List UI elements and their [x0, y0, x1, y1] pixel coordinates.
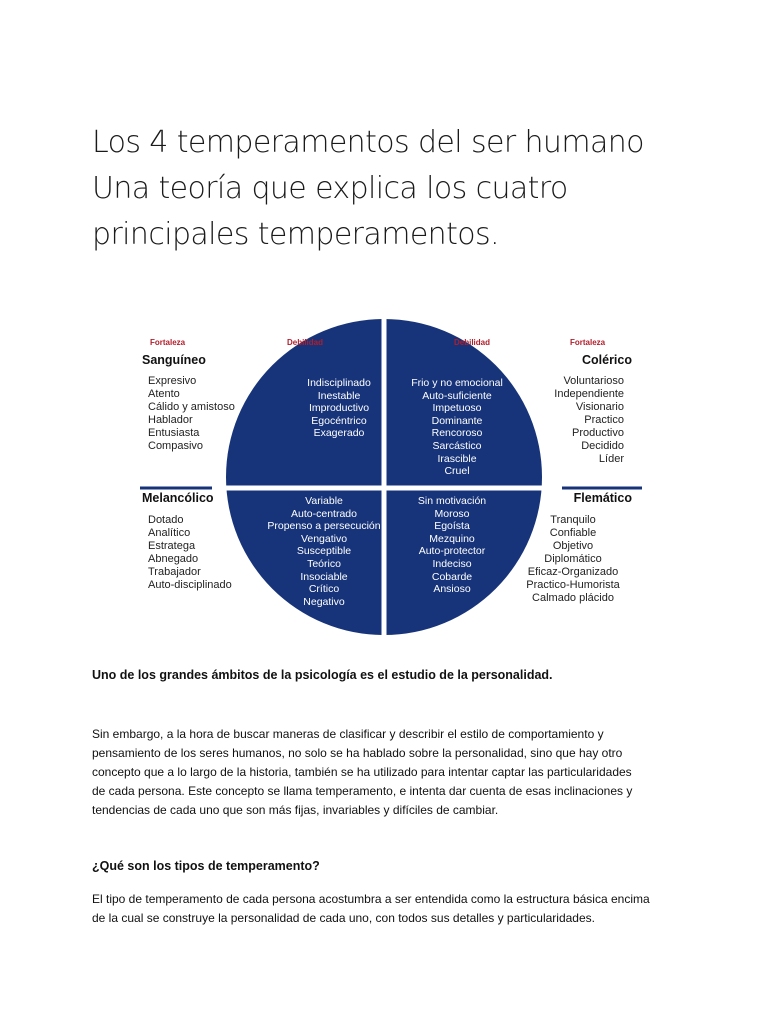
list-item: Inestable	[317, 389, 361, 402]
list-item: Frio y no emocional	[411, 377, 503, 389]
list-item: Indeciso	[432, 557, 472, 570]
list-item: Ansioso	[433, 583, 471, 596]
paragraph-line: concepto que a lo largo de la historia, también se ha utilizado para intentar captar las particularidades	[92, 765, 632, 779]
heading-flematico: Flemático	[573, 491, 632, 505]
list-item: Cálido y amistoso	[148, 401, 235, 413]
list-item: Diplomático	[544, 553, 602, 565]
paragraph-line: tendencias de cada uno que son más fijas, invariables y difíciles de cambiar.	[92, 803, 499, 817]
list-item: Improductivo	[308, 402, 370, 415]
label-debilidad-left: Debilidad	[287, 338, 324, 347]
title-line-1: Los 4 temperamentos del ser humano	[92, 125, 644, 160]
list-item: Analítico	[148, 527, 191, 539]
list-item: Auto-suficiente	[422, 389, 492, 402]
label-fortaleza-left: Fortaleza	[150, 338, 186, 347]
paragraph-1	[92, 725, 692, 820]
lead-paragraph: Uno de los grandes ámbitos de la psicología es el estudio de la personalidad.	[92, 668, 553, 682]
list-item: Dotado	[148, 514, 184, 526]
list-item: Indisciplinado	[307, 377, 371, 389]
list-item: Impetuoso	[432, 402, 482, 415]
list-item: Propenso a persecución	[267, 520, 381, 533]
paragraph-line: Sin embargo, a la hora de buscar maneras de clasificar y describir el estilo de comportamiento y	[92, 727, 604, 741]
title-line-3: principales temperamentos.	[92, 217, 499, 252]
list-item: Auto-disciplinado	[148, 579, 232, 591]
list-item: Vengativo	[300, 532, 348, 545]
list-item: Voluntarioso	[563, 375, 624, 387]
list-item: Trabajador	[148, 566, 201, 578]
list-item: Variable	[305, 495, 343, 507]
list-item: Sin motivación	[417, 495, 487, 507]
list-item: Insociable	[300, 570, 348, 583]
list-item: Objetivo	[552, 540, 594, 552]
sanguineo-strengths	[148, 375, 235, 453]
heading-melancolico: Melancólico	[142, 491, 214, 505]
list-item: Irascible	[437, 452, 477, 465]
list-item: Moroso	[434, 507, 470, 520]
list-item: Atento	[148, 388, 180, 400]
list-item: Independiente	[554, 388, 624, 400]
label-debilidad-right: Debilidad	[454, 338, 491, 347]
list-item: Auto-centrado	[291, 507, 357, 520]
list-item: Productivo	[572, 427, 624, 439]
list-item: Dominante	[431, 414, 483, 427]
list-item: Abnegado	[148, 553, 199, 565]
list-item: Exagerado	[313, 427, 365, 440]
paragraph-line: de la cual se construye la personalidad de cada uno, con todos sus detalles y particularidades.	[92, 911, 595, 925]
list-item: Teórico	[307, 557, 341, 570]
paragraph-line: El tipo de temperamento de cada persona acostumbra a ser entendida como la estructura básica encima	[92, 892, 650, 906]
flematico-strengths	[518, 514, 628, 605]
list-item: Auto-protector	[418, 545, 486, 558]
list-item: Practico-Humorista	[526, 579, 620, 591]
section-heading: ¿Qué son los tipos de temperamento?	[92, 859, 320, 873]
list-item: Entusiasta	[148, 427, 200, 439]
melancolico-weaknesses	[264, 495, 384, 608]
temperaments-figure	[92, 305, 652, 637]
list-item: Susceptible	[296, 545, 352, 558]
list-item: Estratega	[148, 540, 196, 552]
list-item: Practico	[584, 414, 624, 426]
flematico-weaknesses	[387, 495, 517, 596]
list-item: Egocéntrico	[311, 414, 367, 427]
list-item: Confiable	[549, 527, 597, 539]
title-line-2: Una teoría que explica los cuatro	[92, 171, 568, 206]
heading-colerico: Colérico	[581, 353, 632, 367]
list-item: Expresivo	[148, 375, 197, 387]
list-item: Eficaz-Organizado	[527, 566, 619, 578]
list-item: Hablador	[148, 414, 193, 426]
list-item: Decidido	[581, 440, 624, 452]
list-item: Líder	[598, 453, 624, 465]
list-item: Rencoroso	[431, 427, 483, 440]
heading-sanguineo: Sanguíneo	[142, 353, 206, 367]
colerico-strengths	[554, 375, 624, 466]
list-item: Negativo	[303, 595, 345, 608]
list-item: Compasivo	[148, 440, 204, 452]
paragraph-line: de cada persona. Este concepto se llama temperamento, e intenta dar cuenta de esas inclinaciones y	[92, 784, 633, 798]
sanguineo-weaknesses	[274, 377, 404, 440]
list-item: Visionario	[575, 401, 624, 413]
list-item: Tranquilo	[550, 514, 596, 526]
page-title	[92, 120, 732, 258]
label-fortaleza-right: Fortaleza	[570, 338, 606, 347]
list-item: Cruel	[444, 465, 470, 478]
list-item: Calmado plácido	[532, 592, 614, 604]
colerico-weaknesses	[392, 377, 522, 478]
paragraph-2	[92, 890, 692, 928]
melancolico-strengths	[148, 514, 232, 592]
list-item: Cobarde	[431, 570, 473, 583]
list-item: Mezquino	[429, 532, 475, 545]
list-item: Sarcástico	[432, 439, 482, 452]
list-item: Egoísta	[434, 520, 470, 533]
list-item: Crítico	[308, 583, 340, 596]
paragraph-line: pensamiento de los seres humanos, no solo se ha hablado sobre la personalidad, sino que hay otro	[92, 746, 623, 760]
